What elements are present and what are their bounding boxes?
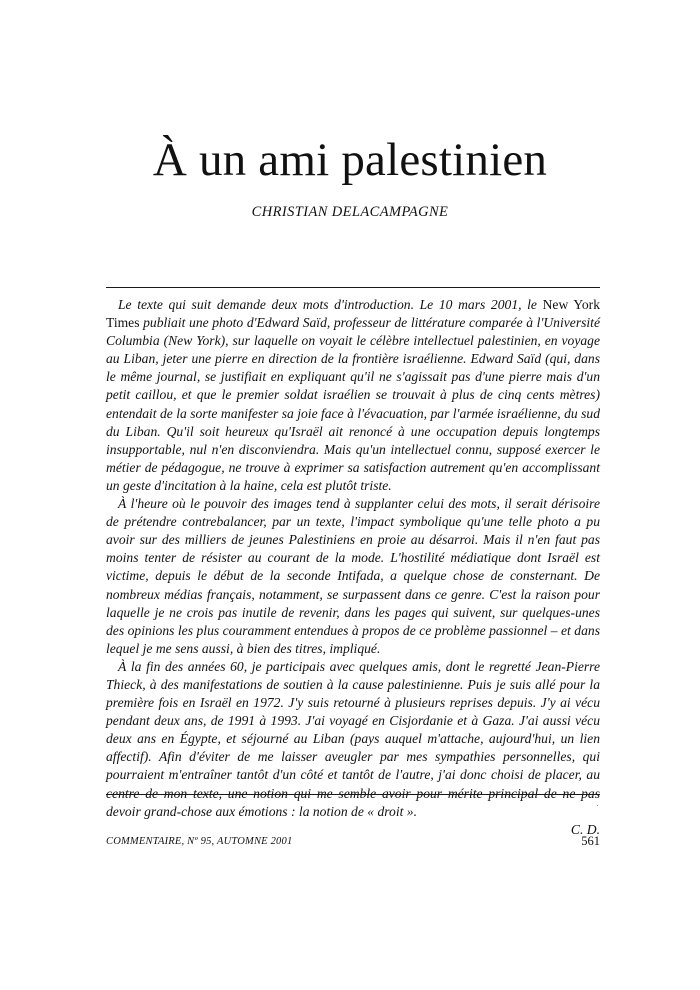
page-number: 561 xyxy=(581,834,600,848)
intro-paragraph-3: À la fin des années 60, je participais avec quelques amis, dont le regretté Jean-Pierre Thieck, à des manifestations de soutien à la cause palestinienne. Puis je suis allé pour la première fois en Israël en 1972. J'y suis retourné à plusieurs reprises depuis. J'y ai vécu pendant deux ans, de 1991 à 1993. J'ai voyagé en Cisjordanie et à Gaza. J'ai aussi vécu deux ans en Égypte, et séjourné au Liban (pays auquel m'attache, aujourd'hui, un lien affectif). Afin d'éviter de me laisser aveugler par mes sympathies personnelles, qui pourraient m'entraîner tantôt d'un côté et tantôt de l'autre, j'ai donc choisi de placer, au centre de mon texte, une notion qui me semble avoir pour mérite principal de ne pas devoir grand-chose aux émotions : la notion de « droit ». xyxy=(106,658,600,819)
intro-paragraph-1-end: publiait une photo d'Edward Saïd, professeur de littérature comparée à l'Université Columbia (New York), sur laquelle on voyait le célèbre intellectuel palestinien, en voyage au Liban, jeter une pierre en direction de la frontière israélienne. Edward Saïd (qui, dans le même journal, se justifiait en expliquant qu'il ne s'agissait pas d'une pierre mais d'un petit caillou, et que le premier soldat israélien se trouvait à plus de cinq cents mètres) entendait de la sorte manifester sa joie face à l'évacuation, par l'armée israélienne, du sud du Liban. Qu'il soit heureux qu'Israël ait renoncé à une occupation depuis longtemps insupportable, nul n'en disconviendra. Mais qu'un intellectuel connu, supposé exercer le métier de pédagogue, ne trouve à exprimer sa satisfaction autrement qu'en accomplissant un geste d'incitation à la haine, cela est plutôt triste. xyxy=(106,315,600,493)
intro-paragraph-2: À l'heure où le pouvoir des images tend à supplanter celui des mots, il serait dérisoire de prétendre contrebalancer, par un texte, l'impact symbolique qu'une telle photo a pu avoir sur des milliers de jeunes Palestiniens en proie au désarroi. Mais il n'en faut pas moins tenter de résister au courant de la mode. L'hostilité médiatique dont Israël est victime, depuis le début de la seconde Intifada, a quelque chose de consternant. De nombreux médias français, notamment, se surpassent dans ce genre. C'est la raison pour laquelle je ne crois pas inutile de revenir, dans les pages qui suivent, sur quelques-unes des opinions les plus couramment entendues à propos de ce problème passionnel – et dans lequel je me sens aussi, à bien des titres, impliqué. xyxy=(106,496,600,656)
introduction-block xyxy=(106,296,600,839)
intro-paragraph-1-start: Le texte qui suit demande deux mots d'introduction. Le 10 mars 2001, le xyxy=(118,297,543,312)
author-initials: C. D. xyxy=(570,821,600,837)
article-author: CHRISTIAN DELACAMPAGNE xyxy=(251,204,449,220)
intro-paragraph-1 xyxy=(106,296,600,495)
journal-reference: COMMENTAIRE, Nº 95, AUTOMNE 2001 xyxy=(106,836,293,847)
print-speck xyxy=(597,805,598,806)
newspaper-name: New York Times xyxy=(106,297,600,331)
article-title: À un ami palestinien xyxy=(152,134,548,186)
top-rule xyxy=(106,287,600,288)
bottom-rule xyxy=(106,794,600,795)
